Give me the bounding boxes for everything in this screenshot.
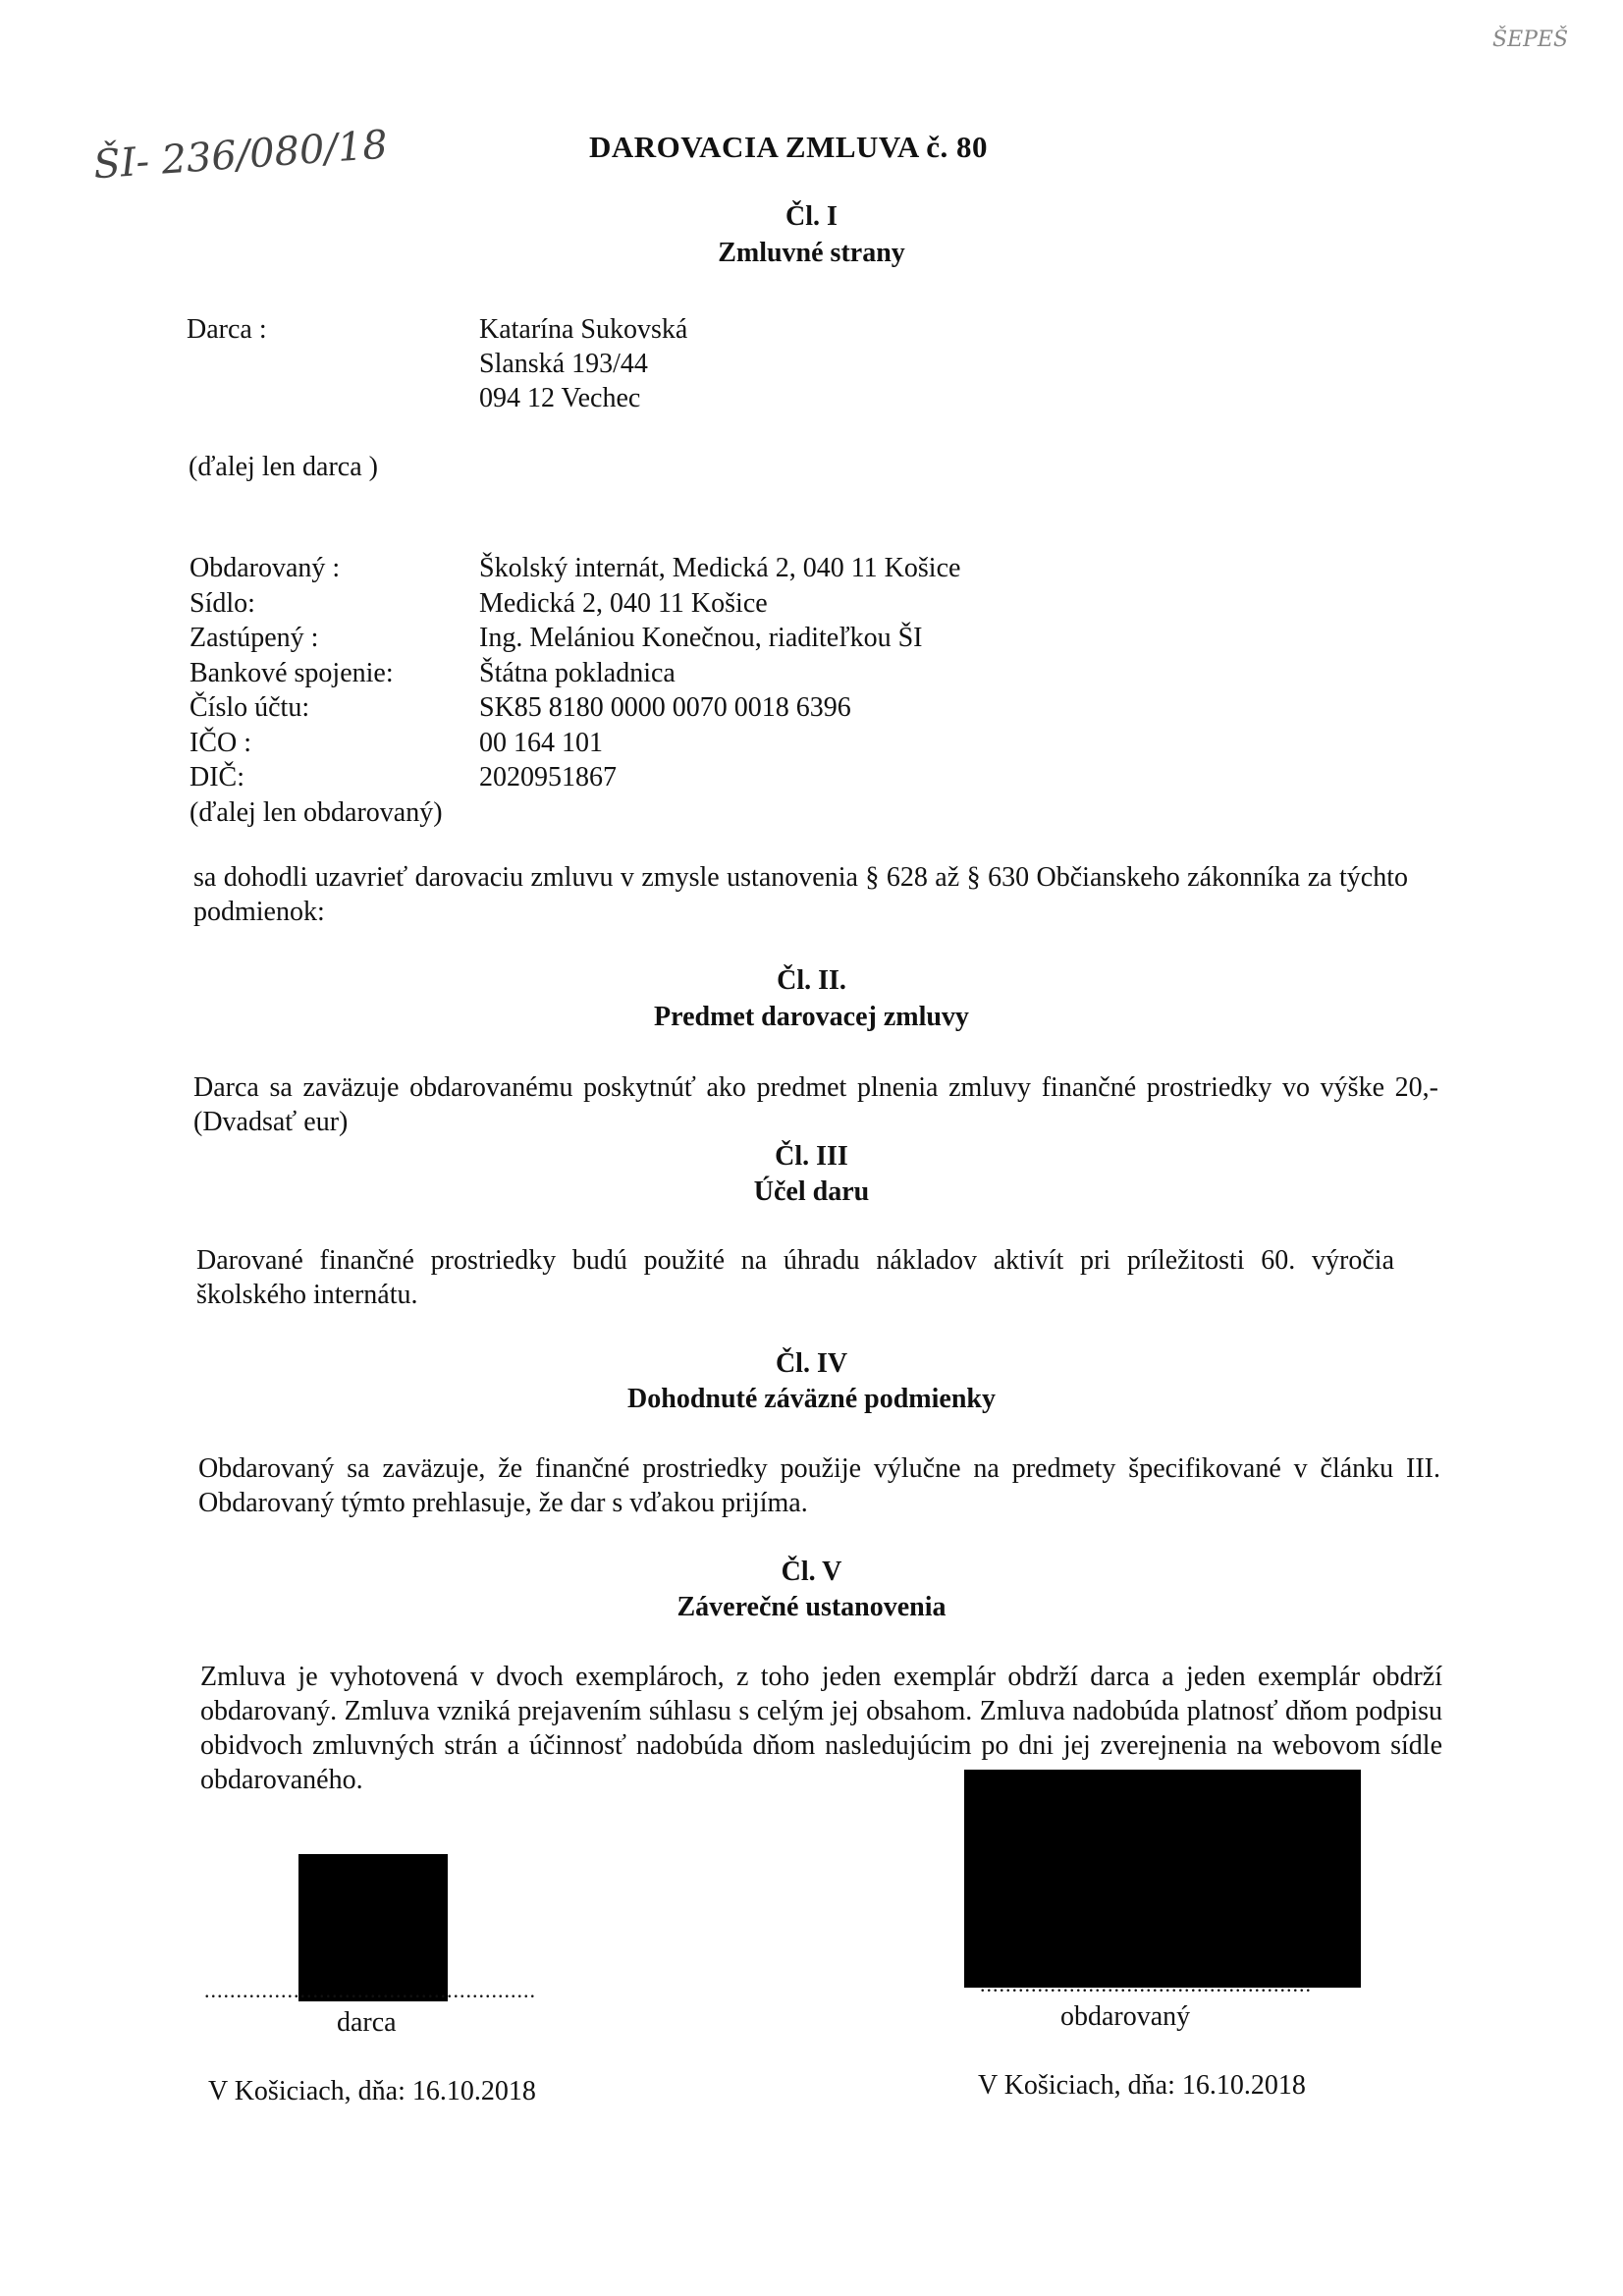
recipient-value: Školský internát, Medická 2, 040 11 Košice [479,553,961,583]
recipient-row [189,551,961,586]
bank-row [189,656,676,691]
article-5-text: Zmluva je vyhotovená v dvoch exemplároch, z toho jeden exemplár obdrží darca a jeden exemplár obdrží obdarovaný. Zmluva vzniká prejavením súhlasu s celým jej obsahom. Zmluva nadobúda platnosť dňom podpisu obidvoch zmluvných strán a účinnosť nadobúda dňom nasledujúcim po dni jej zverejnenia na webovom sídle obdarovaného. [200,1662,1442,1795]
article-3-text: Darované finančné prostriedky budú použité na úhradu nákladov aktivít pri príležitosti 60. výročia školského internátu. [196,1245,1394,1310]
article-2-number: Čl. II. [777,965,846,996]
article-1-number: Čl. I [785,201,838,232]
article-3-heading: Účel daru [753,1176,870,1207]
dic-label: DIČ: [189,762,244,793]
recipient-note: (ďalej len obdarovaný) [189,796,443,828]
article-5-heading: Záverečné ustanovenia [676,1592,947,1622]
account-label: Číslo účtu: [189,692,310,723]
donor-city: 094 12 Vechec [479,383,641,413]
article-4-number: Čl. IV [775,1348,848,1379]
article-3-number: Čl. III [775,1141,848,1172]
representative-value: Ing. Melániou Konečnou, riaditeľkou ŠI [479,623,923,653]
handwritten-reference: ŠI- 236/080/18 [91,122,390,189]
recipient-details [189,551,961,830]
donor-label: Darca : [187,314,267,345]
donor-signature-label: darca [337,2007,397,2038]
representative-row [189,621,923,656]
article-2-text: Darca sa zaväzuje obdarovanému poskytnúť ako predmet plnenia zmluvy finančné prostriedky vo výške 20,- (Dvadsať eur) [193,1072,1438,1137]
article-4-text: Obdarovaný sa zaväzuje, že finančné prostriedky použije výlučne na predmety špecifikované v článku III. Obdarovaný týmto prehlasuje, že dar s vďakou prijíma. [198,1453,1440,1518]
redacted-recipient-signature [964,1770,1361,1988]
seat-row [189,586,768,622]
seat-label: Sídlo: [189,587,255,619]
article-2-heading: Predmet darovacej zmluvy [654,1002,969,1032]
donor-signature-line: .................................................... [204,1978,536,2002]
document-title: DAROVACIA ZMLUVA č. 80 [589,130,989,164]
bank-label: Bankové spojenie: [189,657,394,688]
article-4-heading: Dohodnuté záväzné podmienky [627,1384,996,1414]
ico-value: 00 164 101 [479,727,603,758]
account-row [189,690,851,726]
dic-row [189,760,617,795]
recipient-label: Obdarovaný : [189,553,341,583]
seat-value: Medická 2, 040 11 Košice [479,587,768,619]
ico-label: IČO : [189,727,251,758]
donor-place-date: V Košiciach, dňa: 16.10.2018 [208,2076,536,2106]
recipient-place-date: V Košiciach, dňa: 16.10.2018 [978,2070,1306,2101]
donor-name: Katarína Sukovská [479,314,688,345]
recipient-signature-line: .................................................... [980,1972,1312,1996]
article-5-number: Čl. V [781,1557,842,1587]
account-value: SK85 8180 0000 0070 0018 6396 [479,692,851,723]
corner-mark: ŠEPEŠ [1492,27,1569,52]
recipient-signature-label: obdarovaný [1060,2001,1191,2032]
ico-row [189,726,603,761]
article-1-heading: Zmluvné strany [718,238,905,268]
bank-value: Štátna pokladnica [479,657,676,688]
dic-value: 2020951867 [479,762,617,793]
donor-note: (ďalej len darca ) [189,452,378,482]
agreement-paragraph: sa dohodli uzavrieť darovaciu zmluvu v zmysle ustanovenia § 628 až § 630 Občianskeho zákonníka za týchto podmienok: [193,862,1408,927]
donor-street: Slanská 193/44 [479,349,648,379]
representative-label: Zastúpený : [189,623,319,653]
